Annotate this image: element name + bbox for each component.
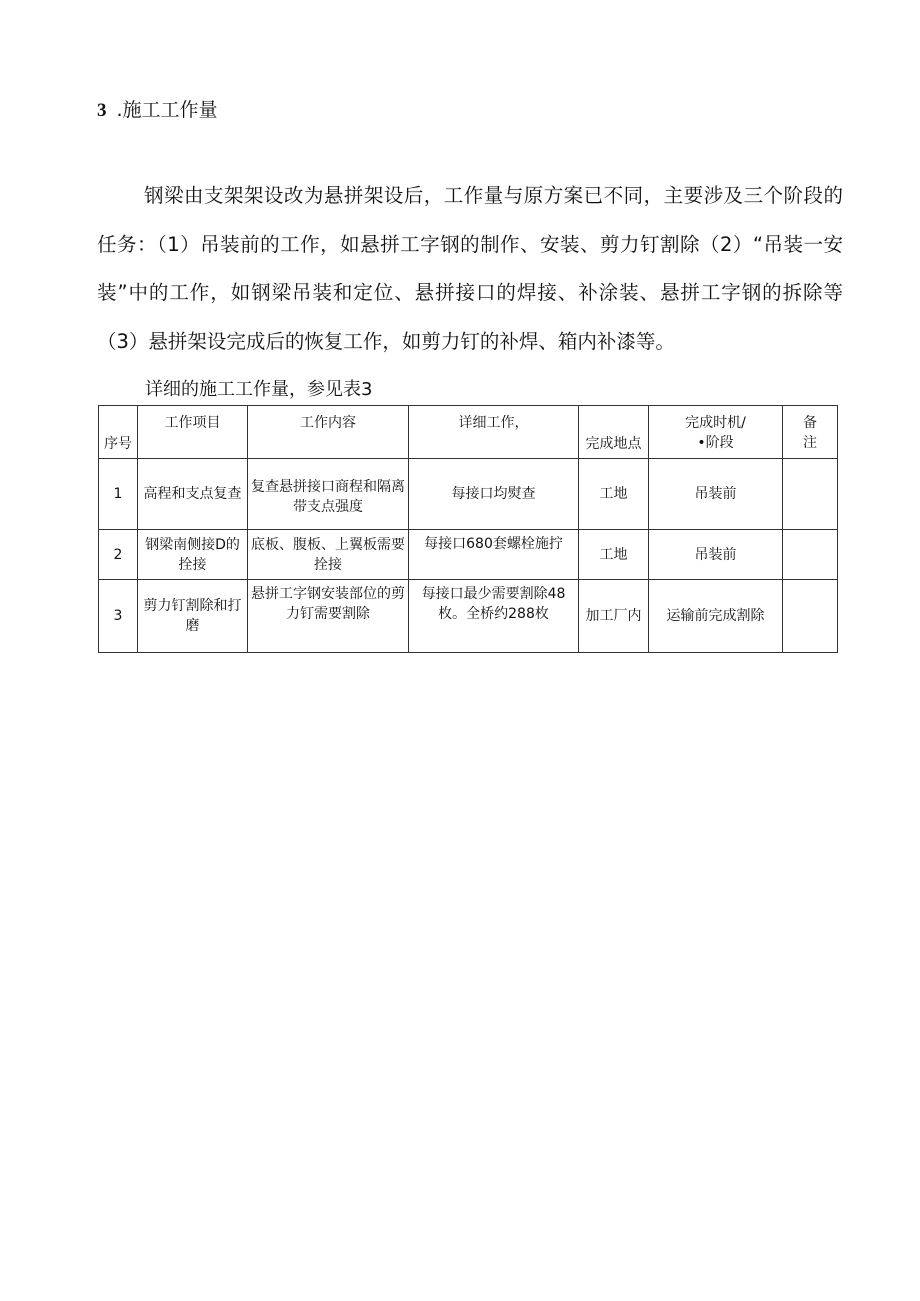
cell-timing: 运输前完成割除 [649, 580, 783, 653]
cell-seq: 2 [99, 530, 138, 580]
body-paragraph: 钢梁由支架架设改为悬拼架设后，工作量与原方案已不同，主要涉及三个阶段的任务：（1）吊装前的工作，如悬拼工字钢的制作、安装、剪力钉割除（2）“吊装一安装”中的工作，如钢梁吊装和定位、悬拼接口的焊接、补涂装、悬拼工字钢的拆除等（3）悬拼架设完成后的恢复工作，如剪力钉的补焊、箱内补漆等。 [97, 184, 843, 353]
table-header-row [99, 406, 838, 459]
header-content: 工作内容 [248, 406, 409, 459]
section-number: 3 [97, 100, 107, 121]
cell-content: 底板、腹板、上翼板需要拴接 [248, 530, 409, 580]
table-row [99, 530, 838, 580]
header-place: 完成地点 [579, 406, 649, 459]
cell-detail: 每接口最少需要割除48枚。全桥约288枚 [409, 580, 579, 653]
header-detail: 详细工作， [409, 406, 579, 459]
work-table [98, 405, 838, 653]
cell-seq: 1 [99, 459, 138, 530]
cell-place: 工地 [579, 459, 649, 530]
cell-content: 悬拼工字钢安装部位的剪力钉需要割除 [248, 580, 409, 653]
cell-timing: 吊装前 [649, 459, 783, 530]
table-row [99, 459, 838, 530]
cell-item: 钢梁南侧接D的拴接 [138, 530, 248, 580]
section-title: .施工工作量 [116, 99, 218, 121]
cell-remark [783, 530, 838, 580]
cell-content: 复查悬拼接口商程和隔离带支点强度 [248, 459, 409, 530]
header-item: 工作项目 [138, 406, 248, 459]
header-timing: 完成时机/ •阶段 [649, 406, 783, 459]
cell-remark [783, 459, 838, 530]
table-caption: 详细的施工工作量，参见表3 [145, 379, 373, 400]
cell-item: 剪力钉割除和打磨 [138, 580, 248, 653]
cell-timing: 吊装前 [649, 530, 783, 580]
cell-item: 高程和支点复查 [138, 459, 248, 530]
cell-seq: 3 [99, 580, 138, 653]
header-seq: 序号 [99, 406, 138, 459]
cell-place: 加工厂内 [579, 580, 649, 653]
cell-detail: 每接口680套螺栓施拧 [409, 530, 579, 580]
header-remark: 备 注 [783, 406, 838, 459]
cell-detail: 每接口均熨查 [409, 459, 579, 530]
table-row [99, 580, 838, 653]
section-heading [97, 96, 218, 125]
cell-remark [783, 580, 838, 653]
cell-place: 工地 [579, 530, 649, 580]
